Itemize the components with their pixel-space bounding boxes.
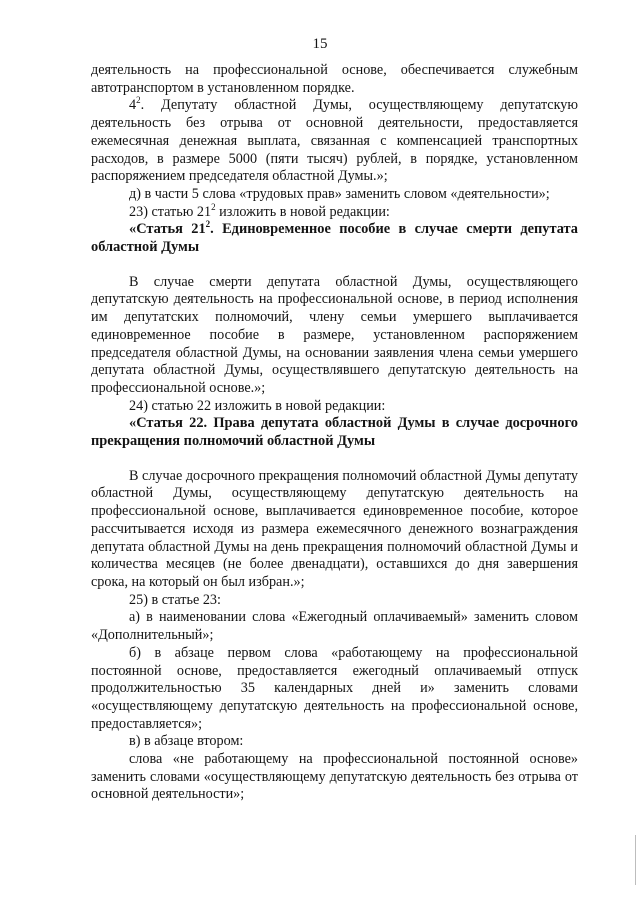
paragraph: В случае смерти депутата областной Думы, осуществляющего депутатскую деятельность на профессиональной основе, в период исполнения им депутатских полномочий, члену семьи умершего выплачивается единовременное пособие в размере, установленном распоряжением председателя областной Думы, на основании заявления члена семьи умершего депутата областной Думы, осуществлявшего депутатскую деятельность на профессиональной основе.»; — [91, 273, 578, 396]
article-heading: «Статья $21^2$. Единовременное пособие в случае смерти депутата областной Думы — [91, 219, 579, 256]
paragraph: в) в абзаце втором: — [129, 733, 244, 750]
paragraph: а) в наименовании слова «Ежегодный оплачиваемый» заменить словом «Дополнительный»; — [91, 609, 578, 644]
document-body — [91, 62, 578, 804]
paragraph: 25) в статье 23: — [129, 591, 221, 608]
paragraph: б) в абзаце первом слова «работающему на профессиональной постоянной основе, предоставляется ежегодный оплачиваемый отпуск продолжительностью 35 календарных дней и» заменить словами «осуществляющему депутатскую деятельность на профессиональной основе, предоставляется»; — [91, 644, 578, 732]
paragraph: деятельность на профессиональной основе, обеспечивается служебным автотранспортом в установленном порядке. — [91, 62, 578, 96]
paragraph: д) в части 5 слова «трудовых прав» заменить словом «деятельности»; — [129, 185, 550, 202]
paragraph: 23) статью $21^2$ изложить в новой редакции: — [129, 201, 390, 220]
paragraph: $4^2$. Депутату областной Думы, осуществляющему депутатскую деятельность без отрыва от основной деятельности, предоставляется ежемесячная денежная выплата, связанная с компенсацией транспортных расходов, в размере 5000 (пяти тысяч) рублей, в порядке, установленном распоряжением председателя областной Думы.»; — [91, 95, 578, 185]
page-number: 15 — [312, 36, 328, 52]
paragraph: В случае досрочного прекращения полномочий областной Думы депутату областной Думы, осуществляющему депутатскую деятельность на профессиональной основе, выплачивается единовременное пособие, которое рассчитывается исходя из размера ежемесячного денежного вознаграждения депутата областной Думы на день прекращения полномочий областной Думы и количества месяцев (не более двенадцати), оставшихся до дня завершения срока, на который он был избран.»; — [91, 467, 578, 590]
article-heading: «Статья 22. Права депутата областной Думы в случае досрочного прекращения полномочий областной Думы — [91, 415, 578, 450]
paragraph: 24) статью 22 изложить в новой редакции: — [129, 397, 386, 414]
scan-edge-line — [635, 835, 636, 885]
paragraph: слова «не работающему на профессиональной постоянной основе» заменить словами «осуществляющему депутатскую деятельность без отрыва от основной деятельности»; — [91, 751, 578, 803]
